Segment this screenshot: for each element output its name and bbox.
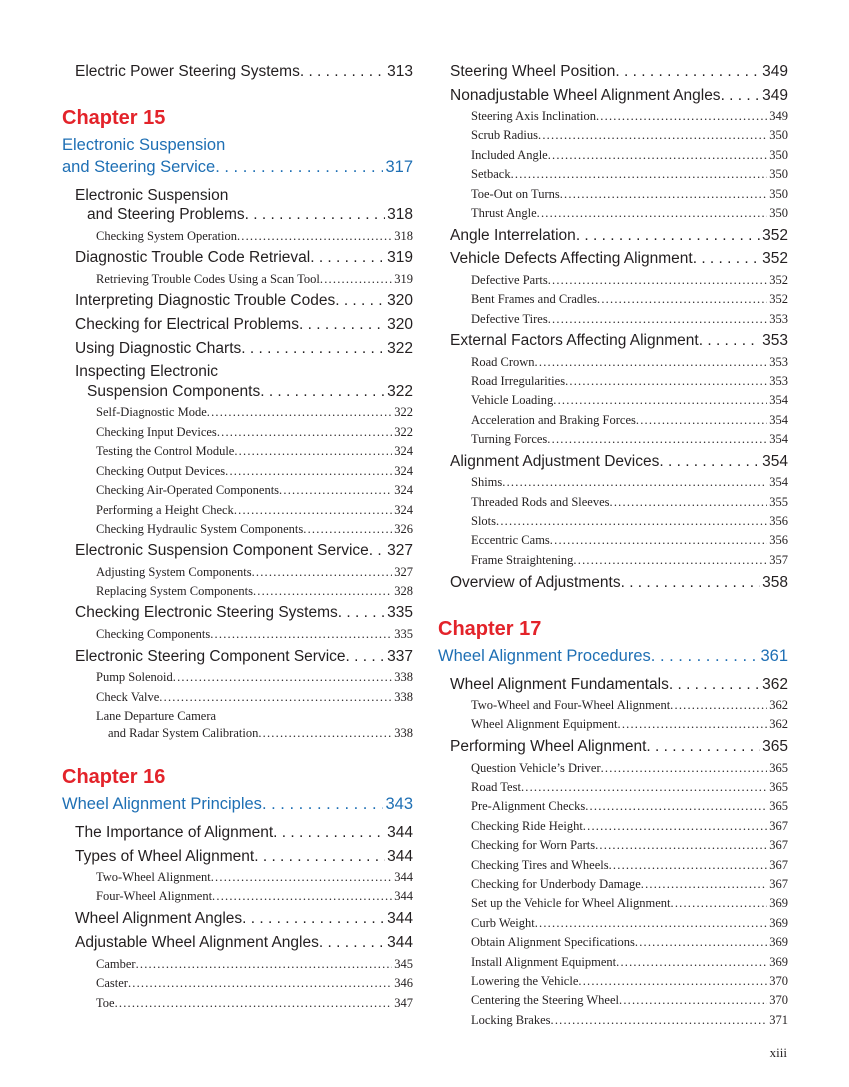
toc-entry[interactable]: Interpreting Diagnostic Trouble Codes . . . 320 (75, 292, 413, 310)
toc-subentry[interactable]: Checking Tires and Wheels ..... 367 (471, 858, 788, 873)
toc-subentry[interactable]: Lowering the Vehicle ..... 370 (471, 974, 788, 989)
toc-entry[interactable]: Suspension Components . . . 322 (87, 383, 413, 401)
toc-subentry[interactable]: Pump Solenoid ..... 338 (96, 670, 413, 685)
toc-subentry[interactable]: Question Vehicle’s Driver ..... 365 (471, 761, 788, 776)
toc-subentry[interactable]: Road Test ..... 365 (471, 780, 788, 795)
toc-subentry[interactable]: Defective Parts ..... 352 (471, 273, 788, 288)
toc-subentry[interactable]: Replacing System Components ..... 328 (96, 584, 413, 599)
chapter-15-title[interactable]: and Steering Service . . . 317 (62, 158, 413, 177)
toc-subentry[interactable]: Road Irregularities ..... 353 (471, 374, 788, 389)
toc-subentry[interactable]: Pre-Alignment Checks ..... 365 (471, 799, 788, 814)
toc-subentry[interactable]: Scrub Radius ..... 350 (471, 128, 788, 143)
chapter-15-label: Chapter 15 (62, 107, 166, 129)
toc-subentry[interactable]: Checking Hydraulic System Components ..... 326 (96, 522, 413, 537)
toc-subentry[interactable]: Two-Wheel Alignment ..... 344 (96, 870, 413, 885)
toc-entry[interactable]: The Importance of Alignment . . . 344 (75, 824, 413, 842)
toc-subentry[interactable]: Vehicle Loading ..... 354 (471, 393, 788, 408)
toc-entry[interactable]: Wheel Alignment Fundamentals . . . 362 (450, 676, 788, 694)
toc-subentry[interactable]: Four-Wheel Alignment ..... 344 (96, 889, 413, 904)
toc-subentry[interactable]: Frame Straightening ..... 357 (471, 553, 788, 568)
toc-subentry[interactable]: Checking for Underbody Damage ..... 367 (471, 877, 788, 892)
toc-subentry[interactable]: Check Valve ..... 338 (96, 690, 413, 705)
toc-subentry[interactable]: Caster ..... 346 (96, 976, 413, 991)
toc-subentry[interactable]: Acceleration and Braking Forces ..... 354 (471, 413, 788, 428)
toc-subentry[interactable]: Wheel Alignment Equipment ..... 362 (471, 717, 788, 732)
toc-subentry[interactable]: Checking System Operation ..... 318 (96, 229, 413, 244)
toc-subentry[interactable]: Testing the Control Module ..... 324 (96, 444, 413, 459)
toc-subentry[interactable]: Self-Diagnostic Mode ..... 322 (96, 405, 413, 420)
toc-subentry[interactable]: Curb Weight ..... 369 (471, 916, 788, 931)
toc-subentry[interactable]: Set up the Vehicle for Wheel Alignment ..... 369 (471, 896, 788, 911)
toc-entry[interactable]: Electric Power Steering Systems . . . 313 (75, 63, 413, 81)
toc-entry[interactable]: and Steering Problems . . . 318 (87, 206, 413, 224)
chapter-15-title-line1[interactable]: Electronic Suspension (62, 136, 226, 154)
toc-entry[interactable]: Performing Wheel Alignment . . . 365 (450, 738, 788, 756)
toc-subentry[interactable]: Camber ..... 345 (96, 957, 413, 972)
toc-entry[interactable]: Electronic Suspension Component Service . . . 327 (75, 542, 413, 560)
toc-subentry[interactable]: Included Angle ..... 350 (471, 148, 788, 163)
toc-entry[interactable]: Steering Wheel Position . . . 349 (450, 63, 788, 81)
toc-subentry[interactable]: Steering Axis Inclination ..... 349 (471, 109, 788, 124)
toc-entry[interactable]: Angle Interrelation . . . 352 (450, 227, 788, 245)
toc-subentry[interactable]: Thrust Angle ..... 350 (471, 206, 788, 221)
page-number: xiii (769, 1045, 787, 1060)
toc-entry[interactable]: Checking for Electrical Problems . . . 320 (75, 316, 413, 334)
toc-subentry[interactable]: Turning Forces ..... 354 (471, 432, 788, 447)
chapter-16-label: Chapter 16 (62, 766, 166, 788)
toc-entry[interactable]: Overview of Adjustments . . . 358 (450, 574, 788, 592)
toc-subentry[interactable]: Locking Brakes ..... 371 (471, 1013, 788, 1028)
toc-entry[interactable]: Diagnostic Trouble Code Retrieval . . . 319 (75, 249, 413, 267)
chapter-17-title[interactable]: Wheel Alignment Procedures . . . 361 (438, 647, 788, 666)
toc-entry[interactable]: Electronic Steering Component Service . . . 337 (75, 648, 413, 666)
toc-entry[interactable]: Checking Electronic Steering Systems . . . 335 (75, 604, 413, 622)
toc-subentry[interactable]: and Radar System Calibration ..... 338 (108, 726, 413, 741)
toc-subentry[interactable]: Checking Components ..... 335 (96, 627, 413, 642)
toc-subentry[interactable]: Performing a Height Check ..... 324 (96, 503, 413, 518)
toc-entry[interactable]: Using Diagnostic Charts . . . 322 (75, 340, 413, 358)
toc-subentry[interactable]: Shims ..... 354 (471, 475, 788, 490)
toc-subentry[interactable]: Slots ..... 356 (471, 514, 788, 529)
toc-subentry[interactable]: Checking for Worn Parts ..... 367 (471, 838, 788, 853)
toc-entry[interactable]: Vehicle Defects Affecting Alignment . . . 352 (450, 250, 788, 268)
toc-subentry[interactable]: Install Alignment Equipment ..... 369 (471, 955, 788, 970)
toc-subentry[interactable]: Setback ..... 350 (471, 167, 788, 182)
toc-entry[interactable]: Types of Wheel Alignment . . . 344 (75, 848, 413, 866)
toc-subentry[interactable]: Two-Wheel and Four-Wheel Alignment ..... 362 (471, 698, 788, 713)
toc-entry-line1[interactable]: Inspecting Electronic (75, 363, 219, 380)
toc-entry[interactable]: Nonadjustable Wheel Alignment Angles . . . 349 (450, 87, 788, 105)
toc-subentry[interactable]: Centering the Steering Wheel ..... 370 (471, 993, 788, 1008)
toc-subentry[interactable]: Checking Air-Operated Components ..... 324 (96, 483, 413, 498)
toc-subentry[interactable]: Road Crown ..... 353 (471, 355, 788, 370)
toc-subentry[interactable]: Bent Frames and Cradles ..... 352 (471, 292, 788, 307)
toc-subentry[interactable]: Checking Output Devices ..... 324 (96, 464, 413, 479)
toc-subentry[interactable]: Adjusting System Components ..... 327 (96, 565, 413, 580)
chapter-16-title[interactable]: Wheel Alignment Principles . . . 343 (62, 795, 413, 814)
toc-entry[interactable]: Wheel Alignment Angles . . . 344 (75, 910, 413, 928)
toc-subentry[interactable]: Defective Tires ..... 353 (471, 312, 788, 327)
toc-entry[interactable]: External Factors Affecting Alignment . . . 353 (450, 332, 788, 350)
toc-subentry[interactable]: Threaded Rods and Sleeves ..... 355 (471, 495, 788, 510)
toc-subentry[interactable]: Retrieving Trouble Codes Using a Scan Tool ..... 319 (96, 272, 413, 287)
toc-subentry-line1[interactable]: Lane Departure Camera (96, 709, 217, 723)
toc-entry[interactable]: Alignment Adjustment Devices . . . 354 (450, 453, 788, 471)
toc-entry[interactable]: Adjustable Wheel Alignment Angles . . . 344 (75, 934, 413, 952)
toc-entry-line1[interactable]: Electronic Suspension (75, 187, 229, 204)
toc-subentry[interactable]: Toe-Out on Turns ..... 350 (471, 187, 788, 202)
toc-subentry[interactable]: Checking Ride Height ..... 367 (471, 819, 788, 834)
toc-subentry[interactable]: Eccentric Cams ..... 356 (471, 533, 788, 548)
chapter-17-label: Chapter 17 (438, 618, 542, 640)
toc-subentry[interactable]: Toe ..... 347 (96, 996, 413, 1011)
toc-subentry[interactable]: Checking Input Devices ..... 322 (96, 425, 413, 440)
toc-subentry[interactable]: Obtain Alignment Specifications ..... 369 (471, 935, 788, 950)
